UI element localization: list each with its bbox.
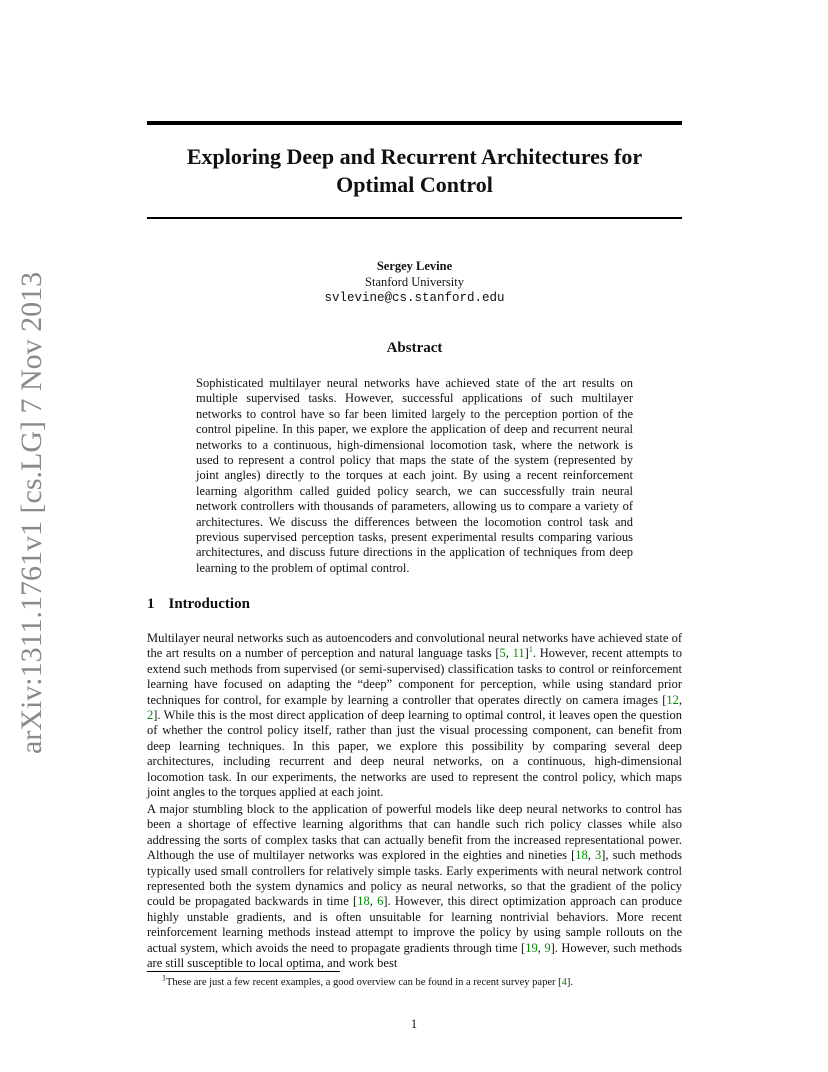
text-run: ]. However, this direct optimization approach can produce highly unstable gradients, and is often unsuitable for learning nontrivial behaviors. More recent reinforcement learning methods instead attempt to improve the policy by using sample rollouts on the actual system, which avoids the need to propagate gradients through time [ [147,894,683,955]
text-run: ], such methods typically used small controllers for relatively simple tasks. Early experiments with neural network control represented both the system dynamics and policy as neural networks, so that the gradient of the policy could be propagated backwards in time [ [147,848,682,909]
citation-link[interactable]: 18 [357,894,370,909]
author-block [147,258,682,306]
footnote-number: 1 [162,973,166,983]
title-bottom-rule [147,217,682,219]
text-run: , [537,940,545,955]
text-run: A major stumbling block to the application of powerful models like deep neural networks to control has been a shortage of effective learning algorithms that can handle such rich policy classes while also addressing the sorts of complex tasks that can actually benefit from the increased representational power. Although the use of multilayer networks was explored in the eighties and nineties [ [147,802,682,863]
arxiv-identifier: arXiv:1311.1761v1 [cs.LG] 7 Nov 2013 [15,271,48,754]
citation-link[interactable]: 6 [377,894,384,909]
footnote-marker[interactable]: 1 [528,645,533,655]
author-name: Sergey Levine [376,259,453,273]
citation-link[interactable]: 3 [594,848,602,863]
page-number: 1 [410,1017,418,1031]
text-run: , [505,646,513,661]
author-affiliation: Stanford University [365,275,464,289]
text-run: . However, recent attempts to extend such methods from supervised (or semi-supervised) classification tasks to control or reinforcement learning have focused on adapting the “deep” component for perception, while using standard prior techniques for control, for example by learning a controller that operates directly on camera images [ [147,646,683,707]
text-run: Multilayer neural networks such as autoencoders and convolutional neural networks have achieved state of the art results on a number of perception and natural language tasks [ [147,631,682,661]
footnote [162,973,573,989]
citation-link[interactable]: 12 [666,692,679,707]
text-run: , [678,692,682,707]
title-line-2: Optimal Control [336,172,493,197]
citation-link[interactable]: 11 [512,646,525,661]
section-heading-introduction [147,596,250,613]
footnote-text: These are just a few recent examples, a good overview can be found in a recent survey paper [ [166,977,562,988]
intro-paragraph-2 [147,802,682,971]
footnote-text: ]. [566,977,573,988]
text-run: ]. While this is the most direct application of deep learning to optimal control, it leaves open the question of whether the control policy itself, rather than just the visual processing component, can benefit from deep learning techniques. In this paper, we explore this possibility by comparing several deep architectures, including recurrent and deep neural networks, on a continuous, high-dimensional locomotion task. In our experiments, the networks are used to represent the control policy, which maps joint angles to the torques applied at each joint. [147,708,682,800]
text-run: , [587,848,595,863]
intro-paragraph-1 [147,631,682,800]
citation-link[interactable]: 4 [561,977,567,988]
text-run: , [369,894,378,909]
paper-title [147,143,682,199]
citation-link[interactable]: 19 [525,940,538,955]
footnote-rule [147,971,340,972]
text-run: ]. However, such methods are still susceptible to local optima, and work best [147,940,683,971]
citation-link[interactable]: 2 [147,708,154,723]
author-email[interactable]: svlevine@cs.stanford.edu [324,291,505,305]
title-top-rule [147,121,682,125]
abstract-heading: Abstract [386,340,443,356]
citation-link[interactable]: 5 [499,646,506,661]
section-number: 1 [147,596,155,612]
abstract-text: Sophisticated multilayer neural networks have achieved state of the art results on multiple supervised tasks. However, successful applications of such multilayer networks to control have so far been limited largely to the perception portion of the control pipeline. In this paper, we explore the application of deep and recurrent neural networks to a continuous, high-dimensional locomotion task, where the network is used to represent a control policy that maps the state of the system (represented by joint angles) directly to the torques at each joint. By using a recent reinforcement learning algorithm called guided policy search, we can successfully train neural network controllers with thousands of parameters, allowing us to compare a variety of architectures. We discuss the differences between the locomotion control task and previous supervised perception tasks, present experimental results comparing various architectures, and discuss future directions in the application of techniques from deep learning to the problem of optimal control. [196,376,633,575]
citation-link[interactable]: 18 [575,848,588,863]
text-run: ] [524,646,529,661]
title-line-1: Exploring Deep and Recurrent Architectures for [186,144,643,169]
citation-link[interactable]: 9 [544,940,551,955]
section-title: Introduction [168,596,250,612]
